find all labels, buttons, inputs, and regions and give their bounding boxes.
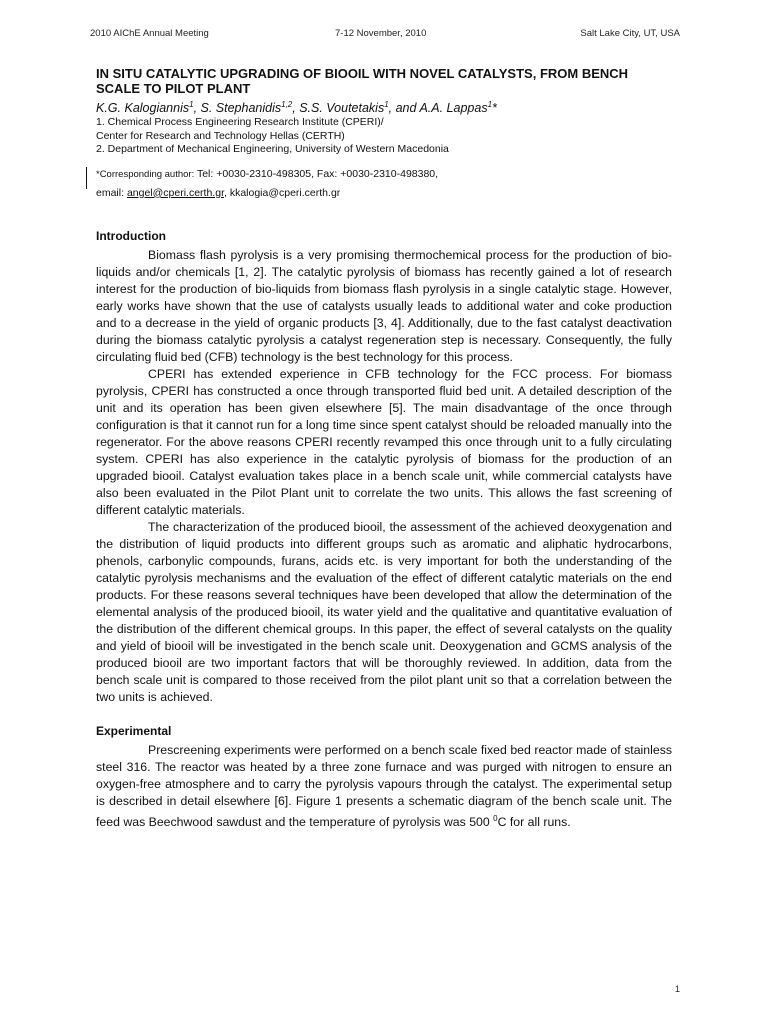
header-location: Salt Lake City, UT, USA <box>580 28 680 39</box>
introduction-heading: Introduction <box>96 228 166 243</box>
author-name: S. Stephanidis <box>200 101 282 116</box>
experimental-paragraph <box>96 742 672 831</box>
experimental-text-tail: C for all runs. <box>497 814 571 829</box>
affiliation-line: Center for Research and Technology Hellas (CERTH) <box>96 129 345 142</box>
email-label: email: <box>96 186 127 199</box>
author-separator: * <box>492 101 497 116</box>
author-name: S.S. Voutetakis <box>299 101 385 116</box>
author-affiliation-mark: 1 <box>189 100 194 109</box>
intro-paragraph: Biomass flash pyrolysis is a very promising thermochemical process for the production of bio-liquids and/or chemicals [1, 2]. The catalytic pyrolysis of biomass has recently gained a lot of research interest for the production of bio-liquids from biomass flash pyrolysis in a single catalytic stage. However, early works have shown that the use of catalysts usually leads to additional water and coke production and to a decrease in the yield of organic products [3, 4]. Additionally, due to the fast catalyst deactivation during the biomass catalytic pyrolysis a catalyst regeneration step is necessary. Consequently, the fully circulating fluid bed (CFB) technology is the best technology for this process. <box>96 247 672 364</box>
paper-content <box>96 66 672 831</box>
author-affiliation-mark: 1 <box>384 100 389 109</box>
author-separator: , and <box>388 101 420 116</box>
author-separator: , <box>193 101 201 116</box>
header-date: 7-12 November, 2010 <box>335 28 427 39</box>
email-line <box>96 187 672 199</box>
paper-title: IN SITU CATALYTIC UPGRADING OF BIOOIL WITH NOVEL CATALYSTS, FROM BENCH SCALE TO PILOT PLANT <box>96 66 629 96</box>
author-list <box>96 97 672 116</box>
text-cursor-bar <box>86 167 87 189</box>
intro-paragraph: CPERI has extended experience in CFB technology for the FCC process. For biomass pyrolysis, CPERI has constructed a once through transported fluid bed unit. A detailed description of the unit and its operation has been given elsewhere [5]. The main disadvantage of the once through configuration is that it cannot run for a long time since spent catalyst should be reloaded manually into the regenerator. For the above reasons CPERI recently revamped this once through unit to a fully circulating system. CPERI has also experience in the catalytic pyrolysis of biomass for the production of an upgraded biooil. Catalyst evaluation takes place in a bench scale unit, while commercial catalysts have also been evaluated in the Pilot Plant unit to correlate the two units. This allows the fast screening of different catalytic materials. <box>96 366 672 517</box>
corresponding-contact: Tel: +0030-2310-498305, Fax: +0030-2310-498380, <box>194 167 439 180</box>
experimental-heading: Experimental <box>96 723 172 738</box>
intro-paragraph: The characterization of the produced biooil, the assessment of the achieved deoxygenation and the distribution of liquid products into different groups such as aromatic and aliphatic hydrocarbons, phenols, carbonylic compounds, furans, acids etc. is very important for both the understanding of the catalytic pyrolysis mechanisms and the evaluation of the effect of different catalytic materials on the end products. For these reasons several techniques have been developed that allow the determination of the elemental analysis of the produced biooil, its water yield and the qualitative and quantitative evaluation of the distribution of the different chemical groups. In this paper, the effect of several catalysts on the quality and yield of biooil will be investigated in the bench scale unit. Deoxygenation and GCMS analysis of the produced biooil are two important factors that will be thoroughly reviewed. In addition, data from the bench scale unit is compared to those received from the pilot plant unit so that a correlation between the two units is achieved. <box>96 519 672 704</box>
author-name: A.A. Lappas <box>419 101 488 116</box>
page-number: 1 <box>675 984 681 994</box>
email-secondary: , kkalogia@cperi.certh.gr <box>223 186 341 199</box>
author-separator: , <box>292 101 300 116</box>
degree-superscript: 0 <box>493 813 498 823</box>
experimental-text: Prescreening experiments were performed on a bench scale fixed bed reactor made of stainless steel 316. The reactor was heated by a three zone furnace and was purged with nitrogen to ensure an oxygen-free atmosphere and to carry the pyrolysis vapours through the catalyst. The experimental setup is described in detail elsewhere [6]. Figure 1 presents a schematic diagram of the bench scale unit. The feed was Beechwood sawdust and the temperature of pyrolysis was 500 <box>96 742 672 829</box>
header-conference: 2010 AIChE Annual Meeting <box>90 28 209 39</box>
author-affiliation-mark: 1 <box>487 100 493 109</box>
affiliation-line: 2. Department of Mechanical Engineering, University of Western Macedonia <box>96 143 449 156</box>
corresponding-author <box>96 167 672 182</box>
corresponding-prefix: *Corresponding author: <box>96 168 195 180</box>
author-name: K.G. Kalogiannis <box>96 101 190 116</box>
author-affiliation-mark: 1,2 <box>281 100 293 109</box>
email-link[interactable]: angel@cperi.certh.gr <box>126 186 224 199</box>
affiliation-line: 1. Chemical Process Engineering Research Institute (CPERI)/ <box>96 116 384 129</box>
